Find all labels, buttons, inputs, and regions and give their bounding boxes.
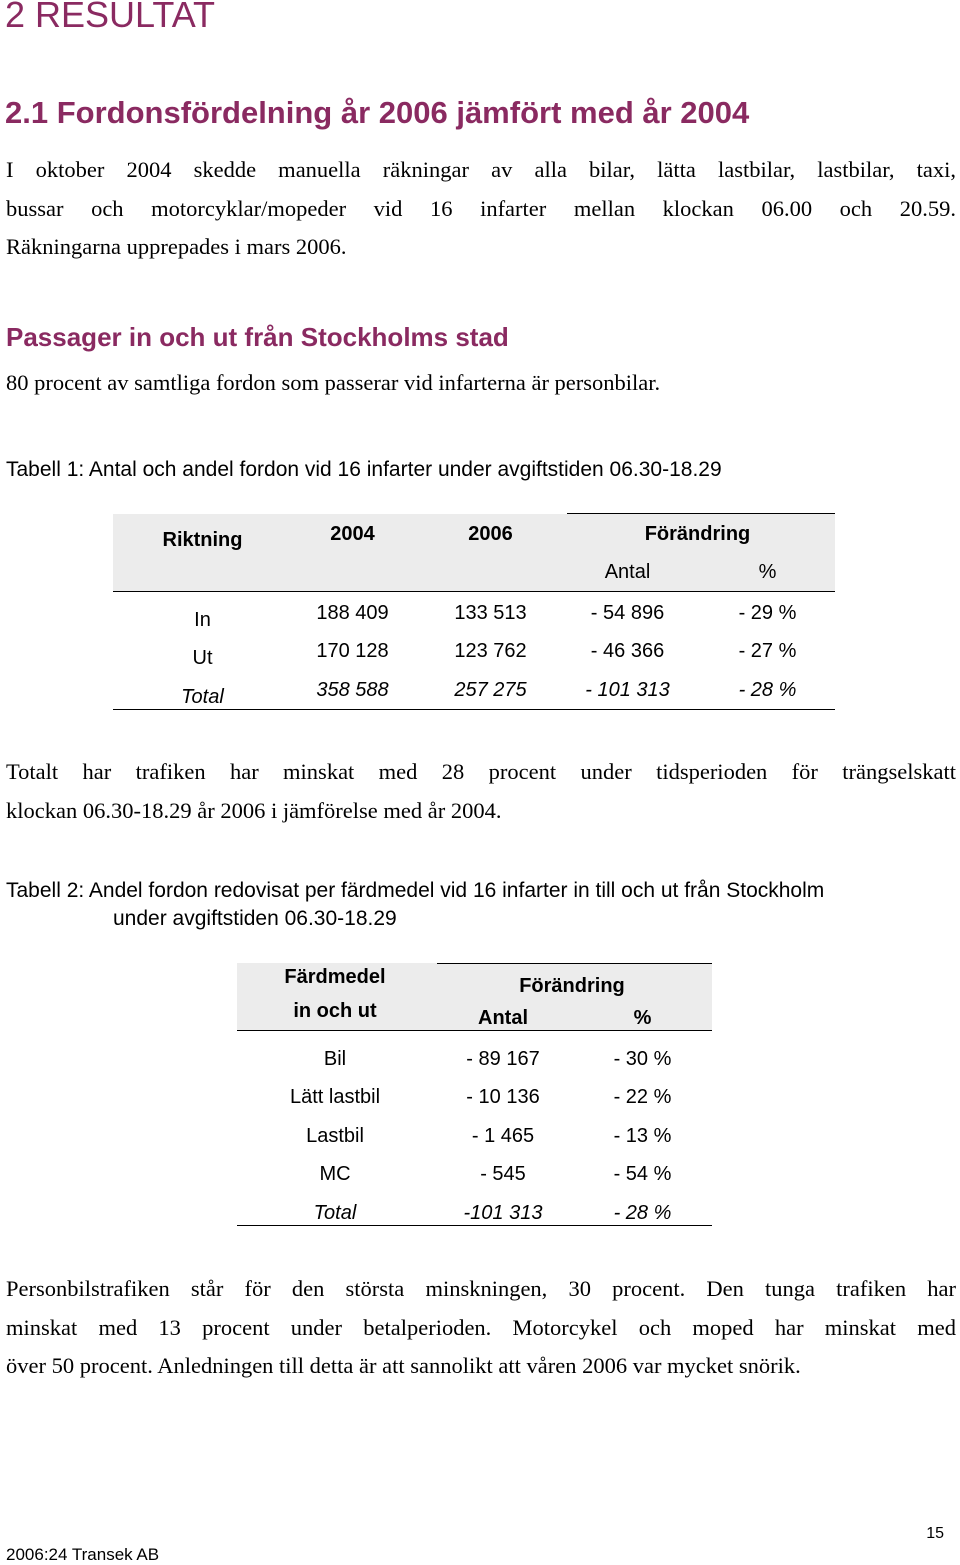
table2-row-label: MC xyxy=(319,1163,351,1185)
table2-header-pct: % xyxy=(633,1007,652,1029)
table1-row-label: Ut xyxy=(192,647,213,669)
table2-header-rule xyxy=(237,1030,712,1031)
table2-cell: - 54 % xyxy=(613,1163,672,1185)
table2-top-rule xyxy=(437,963,712,964)
table2-cell: - 89 167 xyxy=(466,1048,540,1070)
mid-line-2: klockan 06.30-18.29 år 2006 i jämförelse med år 2004. xyxy=(6,797,502,823)
intro-line-1: I oktober 2004 skedde manuella räkningar av alla bilar, lätta lastbilar, lastbilar, taxi, xyxy=(6,157,956,182)
table1-row-label: In xyxy=(194,609,211,631)
subsection-heading: Passager in och ut från Stockholms stad xyxy=(6,322,509,352)
table1-caption: Tabell 1: Antal och andel fordon vid 16 infarter under avgiftstiden 06.30-18.29 xyxy=(6,458,722,481)
intro-line-3: Räkningarna upprepades i mars 2006. xyxy=(6,234,347,259)
conclusion-line-3: över 50 procent. Anledningen till detta är att sannolikt att våren 2006 var mycket snörik. xyxy=(6,1353,801,1378)
section-heading: 2.1 Fordonsfördelning år 2006 jämfört med år 2004 xyxy=(5,95,750,130)
table1-bottom-rule xyxy=(113,709,835,710)
table2-cell: - 1 465 xyxy=(471,1125,535,1147)
table1-cell: - 27 % xyxy=(738,640,797,662)
table1-cell: - 101 313 xyxy=(585,679,670,701)
table1-cell: 257 275 xyxy=(454,679,527,701)
table1-cell: - 28 % xyxy=(738,679,797,701)
table1-header-2006: 2006 xyxy=(468,523,513,545)
table1-top-rule xyxy=(567,513,835,514)
table2-header-fardmedel: Färdmedel xyxy=(284,966,386,988)
table1-cell: 170 128 xyxy=(316,640,389,662)
table2-row-label: Lastbil xyxy=(306,1125,364,1147)
table2-cell: - 22 % xyxy=(613,1086,672,1108)
table1-cell: 358 588 xyxy=(316,679,389,701)
table1-header-forandring: Förändring xyxy=(644,523,751,545)
table2-cell: - 30 % xyxy=(613,1048,672,1070)
table2-caption-line-2: under avgiftstiden 06.30-18.29 xyxy=(113,907,397,930)
table1-cell: - 46 366 xyxy=(590,640,665,662)
table1-row-label: Total xyxy=(181,686,224,708)
table2-header-antal: Antal xyxy=(478,1007,528,1029)
table2-header-in-och-ut: in och ut xyxy=(293,1000,377,1022)
table2-header-forandring: Förändring xyxy=(519,975,625,997)
table1-cell: - 29 % xyxy=(738,602,797,624)
table2-row-label: Lätt lastbil xyxy=(289,1086,381,1108)
intro-paragraph xyxy=(6,151,956,267)
table1-cell: 188 409 xyxy=(316,602,389,624)
table2-cell: - 28 % xyxy=(613,1202,672,1224)
conclusion-paragraph xyxy=(6,1270,956,1386)
chapter-heading: 2 RESULTAT xyxy=(5,0,216,35)
table2-cell: -101 313 xyxy=(463,1202,543,1224)
footer-text: 2006:24 Transek AB xyxy=(6,1545,160,1564)
table2-caption-line-1: Tabell 2: Andel fordon redovisat per färdmedel vid 16 infarter in till och ut från Stockholm xyxy=(6,879,825,902)
mid-line-1: Totalt har trafiken har minskat med 28 procent under tidsperioden för trängselskatt xyxy=(6,759,956,784)
table1-cell: 133 513 xyxy=(454,602,527,624)
table2-cell: - 545 xyxy=(480,1163,526,1185)
table1-header-rule xyxy=(113,591,835,592)
table2-cell: - 13 % xyxy=(613,1125,672,1147)
intro-line-2: bussar och motorcyklar/mopeder vid 16 infarter mellan klockan 06.00 och 20.59. xyxy=(6,195,956,221)
table1-cell: 123 762 xyxy=(454,640,527,662)
table1-header-antal: Antal xyxy=(604,561,651,583)
mid-paragraph xyxy=(6,753,956,830)
table1-header-2004: 2004 xyxy=(330,523,375,545)
table2-row-label: Total xyxy=(313,1202,357,1224)
subsection-text: 80 procent av samtliga fordon som passerar vid infarterna är personbilar. xyxy=(6,370,661,395)
conclusion-line-1: Personbilstrafiken står för den största minskningen, 30 procent. Den tunga trafiken har xyxy=(6,1276,956,1301)
table1-header-riktning: Riktning xyxy=(162,529,243,551)
table1-header-pct: % xyxy=(758,561,777,583)
conclusion-line-2: minskat med 13 procent under betalperioden. Motorcykel och moped har minskat med xyxy=(6,1314,956,1340)
page-number: 15 xyxy=(926,1525,944,1542)
table2-cell: - 10 136 xyxy=(466,1086,540,1108)
table2-bottom-rule xyxy=(237,1225,712,1226)
table2-row-label: Bil xyxy=(323,1048,347,1070)
table1-cell: - 54 896 xyxy=(590,602,665,624)
